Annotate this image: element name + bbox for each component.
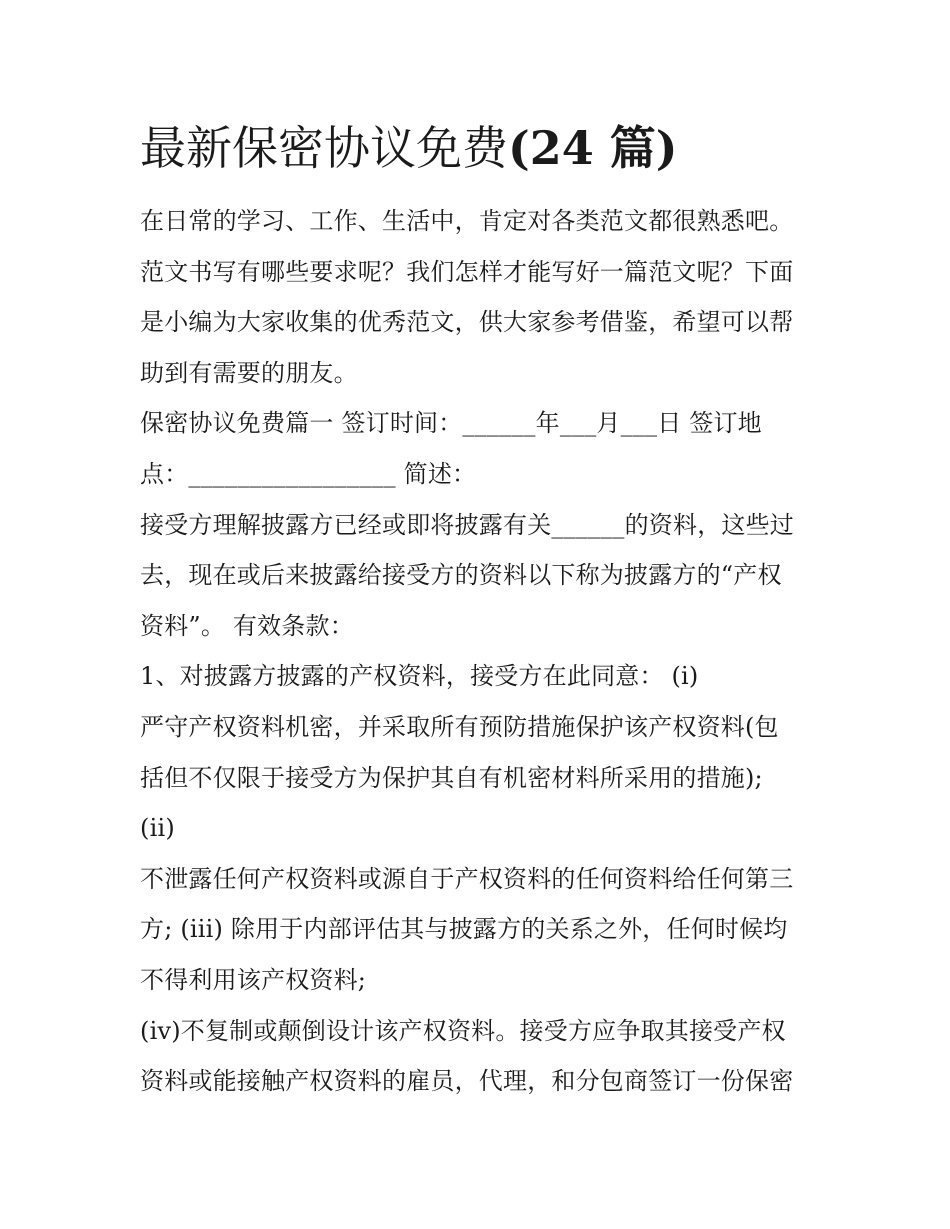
text-line: 在日常的学习、工作、生活中，肯定对各类范文都很熟悉吧。 [140, 207, 794, 235]
text-line: 保密协议免费篇一 签订时间：______年___月___日 签订地 [140, 409, 762, 438]
text-line: 不泄露任何产权资料或源自于产权资料的任何资料给任何第三 [140, 864, 794, 893]
title-main: 最新保密协议免费 [140, 121, 508, 175]
text-line: 严守产权资料机密，并采取所有预防措施保护该产权资料(包 [140, 712, 779, 741]
text-line: 资料或能接触产权资料的雇员，代理，和分包商签订一份保密 [140, 1067, 794, 1096]
text-line: 1、对披露方披露的产权资料，接受方在此同意： (i) [140, 662, 699, 691]
title-count: (24 篇) [508, 121, 678, 175]
text-line: (iv)不复制或颠倒设计该产权资料。接受方应争取其接受产权 [140, 1016, 786, 1045]
text-line: 资料”。 有效条款： [140, 611, 354, 640]
document-body [140, 196, 820, 1107]
text-line: 不得利用该产权资料; [140, 965, 367, 994]
document-title [140, 112, 678, 184]
text-line: 接受方理解披露方已经或即将披露有关______的资料，这些过 [140, 510, 794, 539]
text-line: (ii) [140, 814, 175, 843]
text-line: 点：_________________ 简述： [140, 459, 477, 488]
text-line: 去，现在或后来披露给接受方的资料以下称为披露方的“产权 [140, 561, 782, 590]
text-line: 方; (iii) 除用于内部评估其与披露方的关系之外，任何时候均 [140, 915, 788, 944]
text-line: 是小编为大家收集的优秀范文，供大家参考借鉴，希望可以帮 [140, 308, 794, 337]
text-line: 助到有需要的朋友。 [140, 358, 358, 387]
text-line: 范文书写有哪些要求呢？我们怎样才能写好一篇范文呢？下面 [140, 257, 794, 286]
text-line: 括但不仅限于接受方为保护其自有机密材料所采用的措施); [140, 763, 763, 792]
